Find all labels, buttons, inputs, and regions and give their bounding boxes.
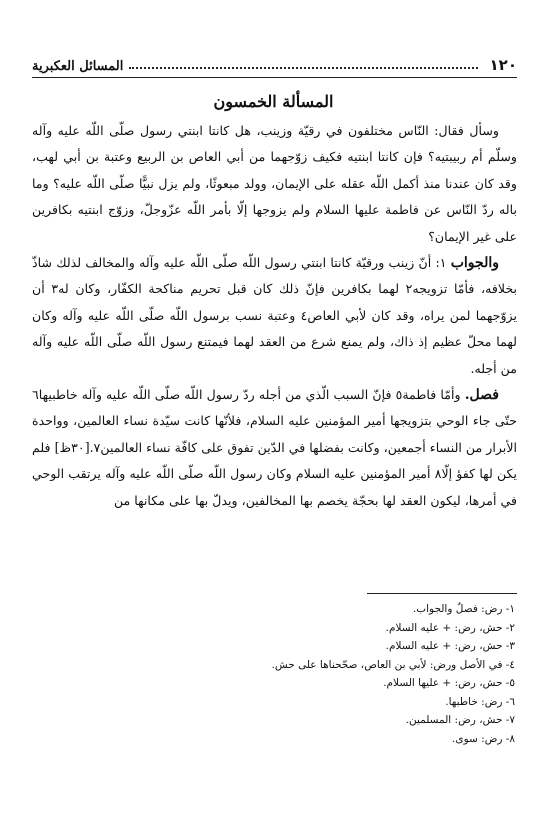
paragraph-text: وأمّا فاطمة٥ فإنّ السبب الّذي من أجله ردّ رسول اللّه صلّى اللّه عليه وآله خاطبيها٦ حتّى جاء الوحي بتزويجها أمير المؤمنين عليه السلام، فلأنّها كانت سيّدة نساء العالمين، وواحدة الأبرار من النساء أجمعين، وكانت بفضلها في الدّين تفوق على كافّة نساء العالمين٧.[٣٠ظ] فلم يكن لها كفؤ إلّا٨ أمير المؤمنين عليه السلام وكان رسول اللّه صلّى اللّه عليه وآله يرتقب الوحي في أمرها، ليكون العقد لها بحجّة يخصم بها المخالفين، ويدلّ بها على مكانها من xyxy=(32,387,518,508)
section-title: المسألة الخمسون xyxy=(213,92,334,111)
footnotes xyxy=(30,600,515,748)
paragraph-lead: فصل. xyxy=(464,387,499,404)
footnote-2: ٢- حش، رض: + عليه السلام. xyxy=(385,621,515,634)
footnote-rule xyxy=(367,593,517,594)
paragraph-text: وسأل فقال: النّاس مختلفون في رقيّة وزينب، هل كانتا ابنتي رسول صلّى اللّه عليه وآله وسلّم أم ربيبتيه؟ فإن كانتا ابنتيه فكيف زوّجهما من أبي العاص بن الربيع وعتبة بن أبي لهب، وقد كان عندنا منذ أكمل اللّه عقله على الإيمان، وولد مبعوثًا، ولم يزل نبيًّا صلّى اللّه عليه؟ وما باله ردّ النّاس عن فاطمة عليها السلام ولم يزوجها إلّا بأمر اللّه عزّوجلّ، وزوّج ابنتيه بكافرين على غير الإيمان؟ xyxy=(32,123,517,244)
paragraph-question xyxy=(32,118,517,250)
page-number: ١٢٠ xyxy=(489,56,517,74)
paragraph-answer xyxy=(32,250,517,382)
running-header xyxy=(32,50,517,74)
header-dot-leader xyxy=(129,66,477,69)
footnote-4: ٤- في الأصل ورض: لأبي بن العاص، صحّحناها على حش. xyxy=(271,658,515,671)
header-rule xyxy=(32,77,517,78)
footnote-6: ٦- رض: خاطبها. xyxy=(445,695,515,708)
footnote-3: ٣- حش، رض: + عليه السلام. xyxy=(385,640,515,652)
footnote-8: ٨- رض: سوى. xyxy=(452,732,515,745)
paragraph-lead: والجواب xyxy=(450,255,499,272)
paragraph-section xyxy=(32,382,517,514)
footnote-1: ١- رض: فصلٌ والجواب. xyxy=(412,603,515,615)
paragraph-text: ١: أنّ زينب ورقيّة كانتا ابنتي رسول اللّه صلّى اللّه عليه وآله والمخالف لذلك شاذّ بخلافه، فأمّا تزويجه٢ لهما بكافرين فإنّ ذلك كان قبل تحريم مناكحة الكفّار، وكان له٣ أن يزوّجهما لمن يراه، وقد كان لأبي العاص٤ وعتبة نسب برسول اللّه صلّى اللّه عليه وآله وكان لهما محلّ عظيم إذ ذاك، ولم يمنع شرع من العقد لهما فيمتنع رسول اللّه صلّى اللّه عليه وآله من أجله. xyxy=(32,255,517,376)
body-text xyxy=(32,118,517,514)
footnote-7: ٧- حش، رض: المسلمين. xyxy=(405,714,515,726)
footnote-5: ٥- حش، رض: + عليها السلام. xyxy=(383,677,515,689)
running-header-title: المسائل العكبرية xyxy=(32,59,124,74)
